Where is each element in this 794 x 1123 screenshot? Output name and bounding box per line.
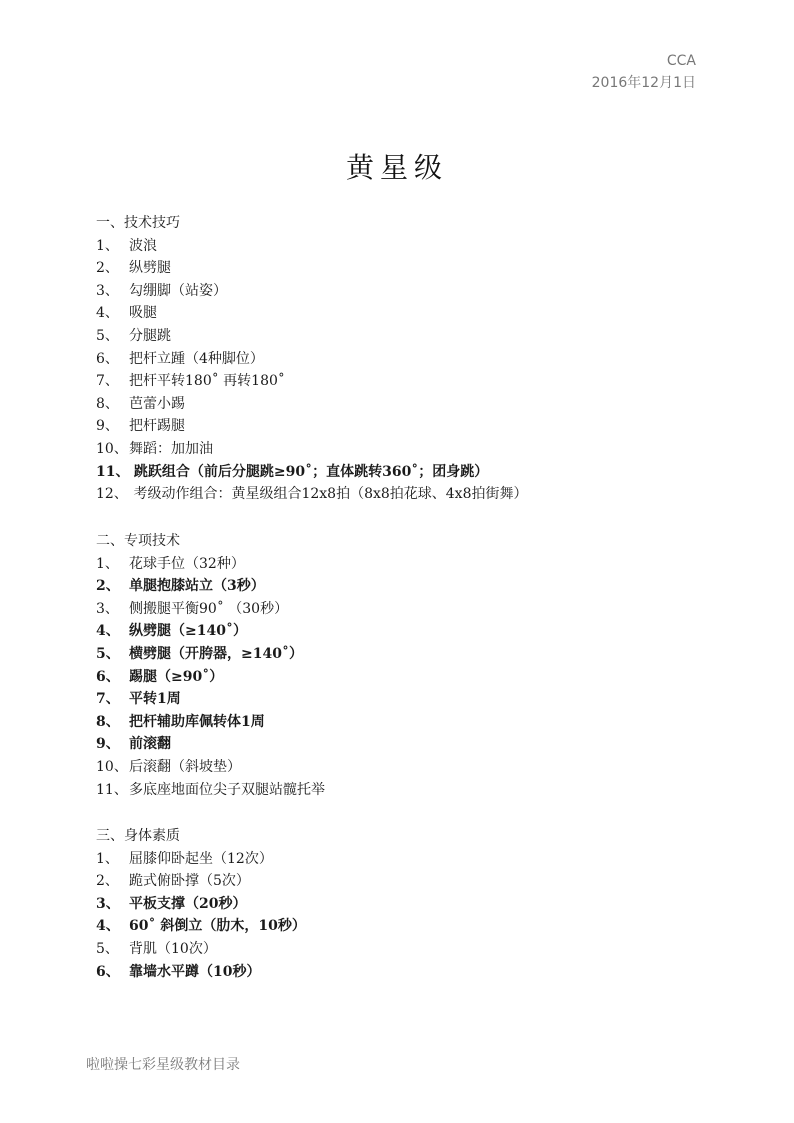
- list-item: [96, 370, 528, 393]
- list-item: [96, 870, 306, 893]
- item-number: 10、: [96, 440, 128, 457]
- section-heading: 二、专项技术: [96, 533, 180, 549]
- list-item: [96, 393, 528, 416]
- item-text: 平转1周: [129, 691, 181, 708]
- item-number: 11、: [96, 781, 128, 798]
- item-number: 7、: [96, 373, 119, 390]
- item-number: 3、: [96, 895, 120, 912]
- item-number: 7、: [96, 691, 120, 708]
- list-item: [96, 235, 528, 258]
- item-text: 纵劈腿: [129, 260, 171, 277]
- item-text: 纵劈腿（≥140˚）: [129, 623, 247, 640]
- item-number: 4、: [96, 623, 120, 640]
- item-number: 8、: [96, 395, 119, 412]
- page-header: [592, 50, 696, 94]
- item-text: 勾绷脚（站姿）: [129, 282, 227, 299]
- list-item: [96, 620, 325, 643]
- item-text: 舞蹈：加加油: [129, 440, 213, 457]
- item-text: 侧搬腿平衡90˚ （30秒）: [129, 600, 289, 617]
- list-item: [96, 325, 528, 348]
- item-text: 单腿抱膝站立（3秒）: [129, 578, 265, 595]
- list-item: [96, 666, 325, 689]
- item-number: 2、: [96, 578, 120, 595]
- list-item: [96, 438, 528, 461]
- item-number: 3、: [96, 282, 119, 299]
- list-item: [96, 302, 528, 325]
- footer-caption: 啦啦操七彩星级教材目录: [86, 1057, 240, 1073]
- item-number: 6、: [96, 668, 120, 685]
- item-text: 平板支撑（20秒）: [129, 895, 247, 912]
- item-text: 跪式俯卧撑（5次）: [129, 873, 250, 890]
- item-text: 后滚翻（斜坡垫）: [129, 758, 241, 775]
- item-number: 10、: [96, 758, 128, 775]
- section-technique: [96, 212, 528, 506]
- item-number: 9、: [96, 418, 119, 435]
- item-number: 9、: [96, 736, 120, 753]
- item-text: 靠墙水平蹲（10秒）: [129, 963, 261, 980]
- item-number: 2、: [96, 260, 119, 277]
- list-item: [96, 415, 528, 438]
- item-number: 8、: [96, 713, 120, 730]
- section-physical-fitness: [96, 825, 306, 983]
- item-text: 横劈腿（开胯器，≥140˚）: [129, 645, 303, 662]
- section-heading: 一、技术技巧: [96, 215, 180, 231]
- item-text: 分腿跳: [129, 327, 171, 344]
- item-text: 花球手位（32种）: [129, 555, 245, 572]
- list-item: [96, 756, 325, 779]
- list-item: [96, 848, 306, 871]
- item-number: 1、: [96, 237, 119, 254]
- item-number: 11、: [96, 463, 130, 480]
- item-text: 把杆踢腿: [129, 418, 185, 435]
- item-text: 前滚翻: [129, 736, 171, 753]
- item-text: 屈膝仰卧起坐（12次）: [129, 850, 273, 867]
- list-item: [96, 553, 325, 576]
- list-item: [96, 711, 325, 734]
- list-item: [96, 915, 306, 938]
- item-text: 背肌（10次）: [129, 940, 217, 957]
- list-item: [96, 893, 306, 916]
- item-number: 3、: [96, 600, 119, 617]
- list-item: [96, 598, 325, 621]
- item-text: 把杆辅助库佩转体1周: [129, 713, 265, 730]
- item-text: 把杆平转180˚ 再转180˚: [129, 373, 285, 390]
- item-number: 1、: [96, 555, 119, 572]
- list-item: [96, 938, 306, 961]
- section-heading: 三、身体素质: [96, 828, 180, 844]
- list-item: [96, 348, 528, 371]
- item-text: 踢腿（≥90˚）: [129, 668, 224, 685]
- item-text: 波浪: [129, 237, 157, 254]
- section-special-skills: [96, 530, 325, 801]
- item-text: 考级动作组合：黄星级组合12x8拍（8x8拍花球、4x8拍街舞）: [129, 486, 528, 503]
- item-text: 吸腿: [129, 305, 157, 322]
- list-item: [96, 688, 325, 711]
- item-number: 5、: [96, 327, 119, 344]
- list-item: [96, 257, 528, 280]
- item-text: 芭蕾小踢: [129, 395, 185, 412]
- list-item: [96, 733, 325, 756]
- item-number: 6、: [96, 350, 119, 367]
- list-item: [96, 961, 306, 984]
- org-label: CCA: [666, 53, 696, 69]
- item-number: 5、: [96, 940, 119, 957]
- page-title: 黄星级: [345, 151, 448, 184]
- item-text: 60˚ 斜倒立（肋木，10秒）: [129, 918, 306, 935]
- list-item: [96, 483, 528, 506]
- list-item: [96, 575, 325, 598]
- list-item: [96, 461, 528, 484]
- list-item: [96, 779, 325, 802]
- item-number: 5、: [96, 645, 120, 662]
- item-number: 4、: [96, 305, 119, 322]
- item-number: 1、: [96, 850, 119, 867]
- date-label: 2016年12月1日: [591, 75, 696, 91]
- item-text: 把杆立踵（4种脚位）: [129, 350, 264, 367]
- list-item: [96, 280, 528, 303]
- item-number: 6、: [96, 963, 120, 980]
- list-item: [96, 643, 325, 666]
- item-text: 跳跃组合（前后分腿跳≥90˚；直体跳转360˚；团身跳）: [129, 463, 489, 480]
- item-number: 4、: [96, 918, 120, 935]
- item-number: 12、: [96, 486, 128, 503]
- item-text: 多底座地面位尖子双腿站髋托举: [129, 781, 325, 798]
- item-number: 2、: [96, 873, 119, 890]
